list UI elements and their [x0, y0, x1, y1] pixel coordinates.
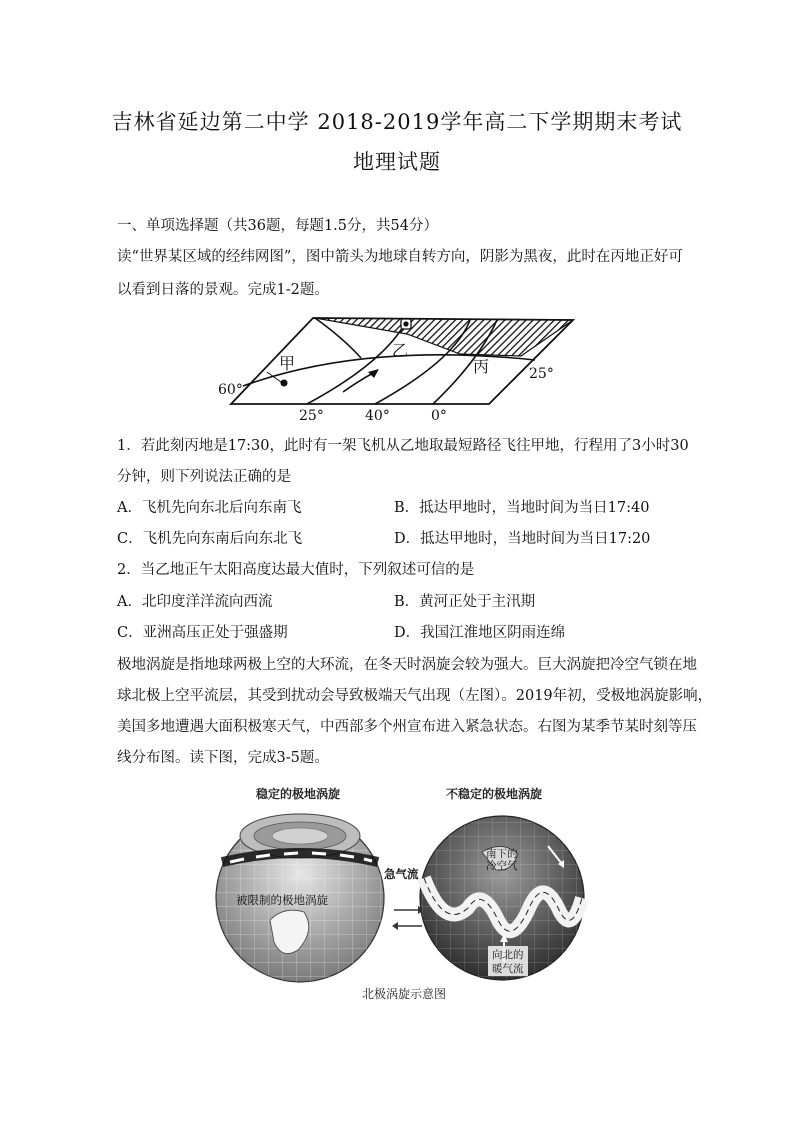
polar-vortex-figure — [212, 780, 592, 1005]
q2-option-c: C．亚洲高压正处于强盛期 — [117, 625, 288, 641]
q1-option-a: A．飞机先向东北后向东南飞 — [117, 500, 302, 516]
label-bing: 丙 — [473, 357, 490, 376]
north-warm-label-2: 暖气流 — [492, 963, 524, 975]
point-yi-center — [403, 321, 408, 326]
q2-option-b: B．黄河正处于主汛期 — [394, 594, 536, 610]
latlong-grid-figure — [215, 312, 585, 424]
label-lat-25: 25° — [529, 366, 554, 382]
q1-option-b: B．抵达甲地时，当地时间为当日17:40 — [394, 500, 650, 516]
label-yi: 乙 — [392, 341, 409, 360]
label-lon-40: 40° — [365, 408, 390, 424]
exam-title: 吉林省延边第二中学 2018-2019学年高二下学期期末考试 — [111, 110, 683, 134]
label-jia: 甲 — [279, 354, 296, 373]
q2-stem: 2．当乙地正午太阳高度达最大值时，下列叙述可信的是 — [117, 562, 475, 578]
label-lat-60: 60° — [218, 382, 243, 398]
jet-stream-label: 急气流 — [384, 867, 419, 881]
rotation-arrow — [343, 372, 375, 392]
q1-stem-line2: 分钟，则下列说法正确的是 — [117, 469, 291, 485]
passage2-line2: 球北极上空平流层，其受到扰动会导致极端天气出现（左图）。2019年初，受极地涡旋影响， — [117, 688, 713, 704]
right-globe-title: 不稳定的极地涡旋 — [446, 787, 543, 801]
rotation-arrowhead — [368, 369, 379, 378]
figure2-caption: 北极涡旋示意图 — [362, 987, 447, 1001]
south-cold-label-2: 冷空气 — [486, 860, 518, 872]
passage1-line2: 以看到日落的景观。完成1-2题。 — [117, 282, 329, 298]
meridian-25 — [307, 320, 407, 404]
passage2-line3: 美国多地遭遇大面积极寒天气，中西部多个州宣布进入紧急状态。右图为某季节某时刻等压 — [117, 719, 697, 735]
q2-option-a: A．北印度洋洋流向西流 — [117, 594, 273, 610]
q1-stem-line1: 1．若此刻丙地是17:30，此时有一架飞机从乙地取最短路径飞往甲地，行程用了3小时30 — [117, 438, 689, 454]
section-heading: 一、单项选择题（共36题，每题1.5分，共54分） — [117, 218, 438, 234]
passage2-line1: 极地涡旋是指地球两极上空的大环流，在冬天时涡旋会较为强大。巨大涡旋把冷空气锁在地 — [117, 657, 697, 673]
south-cold-label-1: 南下的 — [486, 848, 518, 860]
point-jia — [281, 380, 288, 387]
exam-subtitle: 地理试题 — [353, 150, 441, 174]
passage1-line1: 读“世界某区域的经纬网图”，图中箭头为地球自转方向，阴影为黑夜，此时在丙地正好可 — [117, 249, 683, 265]
label-lon-0: 0° — [431, 408, 447, 424]
passage2-line4: 线分布图。读下图，完成3-5题。 — [117, 750, 329, 766]
q1-option-c: C．飞机先向东南后向东北飞 — [117, 531, 303, 547]
swap-arrows-icon — [392, 906, 424, 930]
left-globe-title: 稳定的极地涡旋 — [256, 787, 341, 801]
label-lon-25: 25° — [299, 408, 324, 424]
q2-option-d: D．我国江淮地区阴雨连绵 — [394, 625, 566, 641]
q1-option-d: D．抵达甲地时，当地时间为当日17:20 — [394, 531, 651, 547]
left-globe-label: 被限制的极地涡旋 — [236, 893, 328, 907]
north-warm-label-1: 向北的 — [492, 949, 524, 961]
